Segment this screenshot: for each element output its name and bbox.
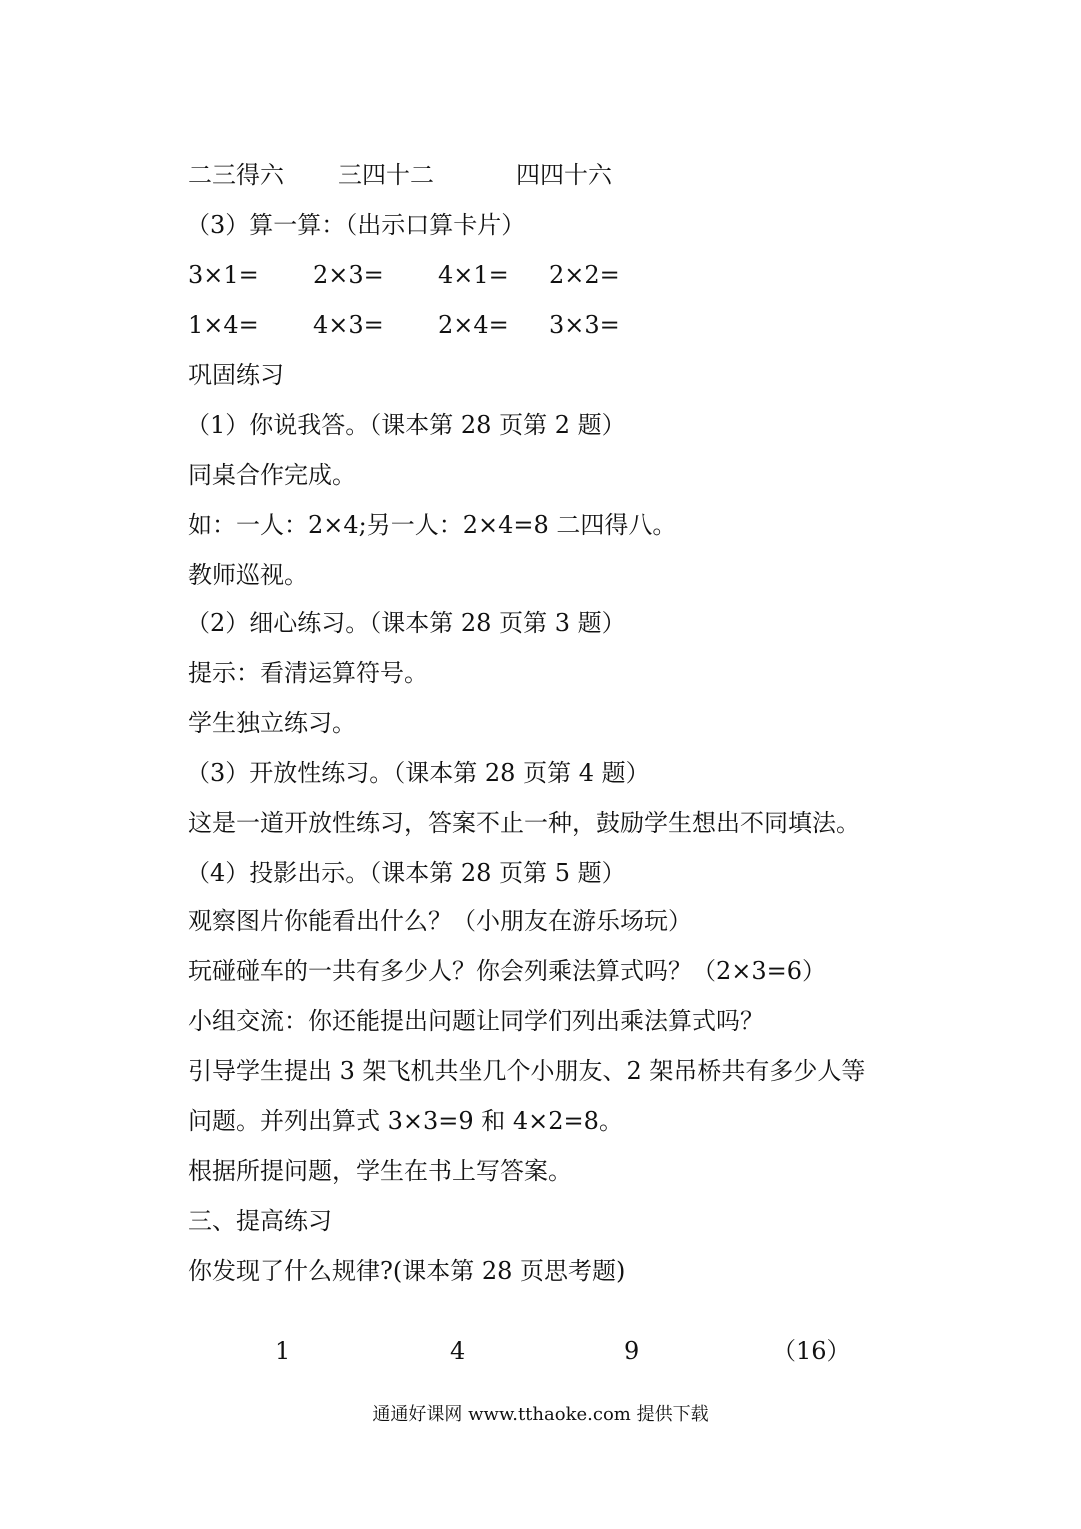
- calc-item: 1×4=: [188, 311, 259, 339]
- mult-phrase: 三四十二: [338, 161, 434, 189]
- sequence-number: 1: [275, 1337, 291, 1365]
- mult-phrase: 二三得六: [188, 161, 284, 189]
- text-line: 这是一道开放性练习，答案不止一种，鼓励学生想出不同填法。: [188, 809, 860, 837]
- text-line: 小组交流：你还能提出问题让同学们列出乘法算式吗？: [188, 1007, 764, 1035]
- calc-item: 2×2=: [549, 261, 620, 289]
- calc-item: 3×3=: [549, 311, 620, 339]
- calc-item: 2×4=: [438, 311, 509, 339]
- calc-item: 4×3=: [313, 311, 384, 339]
- exercise-item: （2）细心练习。（课本第 28 页第 3 题）: [186, 609, 626, 637]
- calc-item: 4×1=: [438, 261, 509, 289]
- text-line: 你发现了什么规律?(课本第 28 页思考题): [188, 1257, 626, 1285]
- calc-item: 2×3=: [313, 261, 384, 289]
- text-line: 引导学生提出 3 架飞机共坐几个小朋友、2 架吊桥共有多少人等: [188, 1057, 866, 1085]
- calc-heading: （3）算一算：（出示口算卡片）: [186, 211, 526, 239]
- mult-phrase: 四四十六: [516, 161, 612, 189]
- sequence-number: （16）: [772, 1337, 851, 1365]
- text-line: 问题。并列出算式 3×3=9 和 4×2=8。: [188, 1107, 623, 1135]
- text-line: 如：一人：2×4;另一人：2×4=8 二四得八。: [188, 511, 677, 539]
- text-line: 提示：看清运算符号。: [188, 659, 428, 687]
- sequence-number: 9: [624, 1337, 640, 1365]
- exercise-item: （1）你说我答。（课本第 28 页第 2 题）: [186, 411, 626, 439]
- section-heading: 巩固练习: [188, 361, 284, 389]
- section-heading: 三、提高练习: [188, 1207, 332, 1235]
- text-line: 教师巡视。: [188, 561, 308, 589]
- text-line: 根据所提问题，学生在书上写答案。: [188, 1157, 572, 1185]
- exercise-item: （3）开放性练习。（课本第 28 页第 4 题）: [186, 759, 650, 787]
- text-line: 同桌合作完成。: [188, 461, 356, 489]
- exercise-item: （4）投影出示。（课本第 28 页第 5 题）: [186, 859, 626, 887]
- page-footer: 通通好课网 www.tthaoke.com 提供下载: [372, 1404, 709, 1425]
- text-line: 观察图片你能看出什么？（小朋友在游乐场玩）: [188, 907, 692, 935]
- calc-item: 3×1=: [188, 261, 259, 289]
- text-line: 玩碰碰车的一共有多少人？你会列乘法算式吗？（2×3=6）: [188, 957, 827, 985]
- sequence-number: 4: [450, 1337, 466, 1365]
- text-line: 学生独立练习。: [188, 709, 356, 737]
